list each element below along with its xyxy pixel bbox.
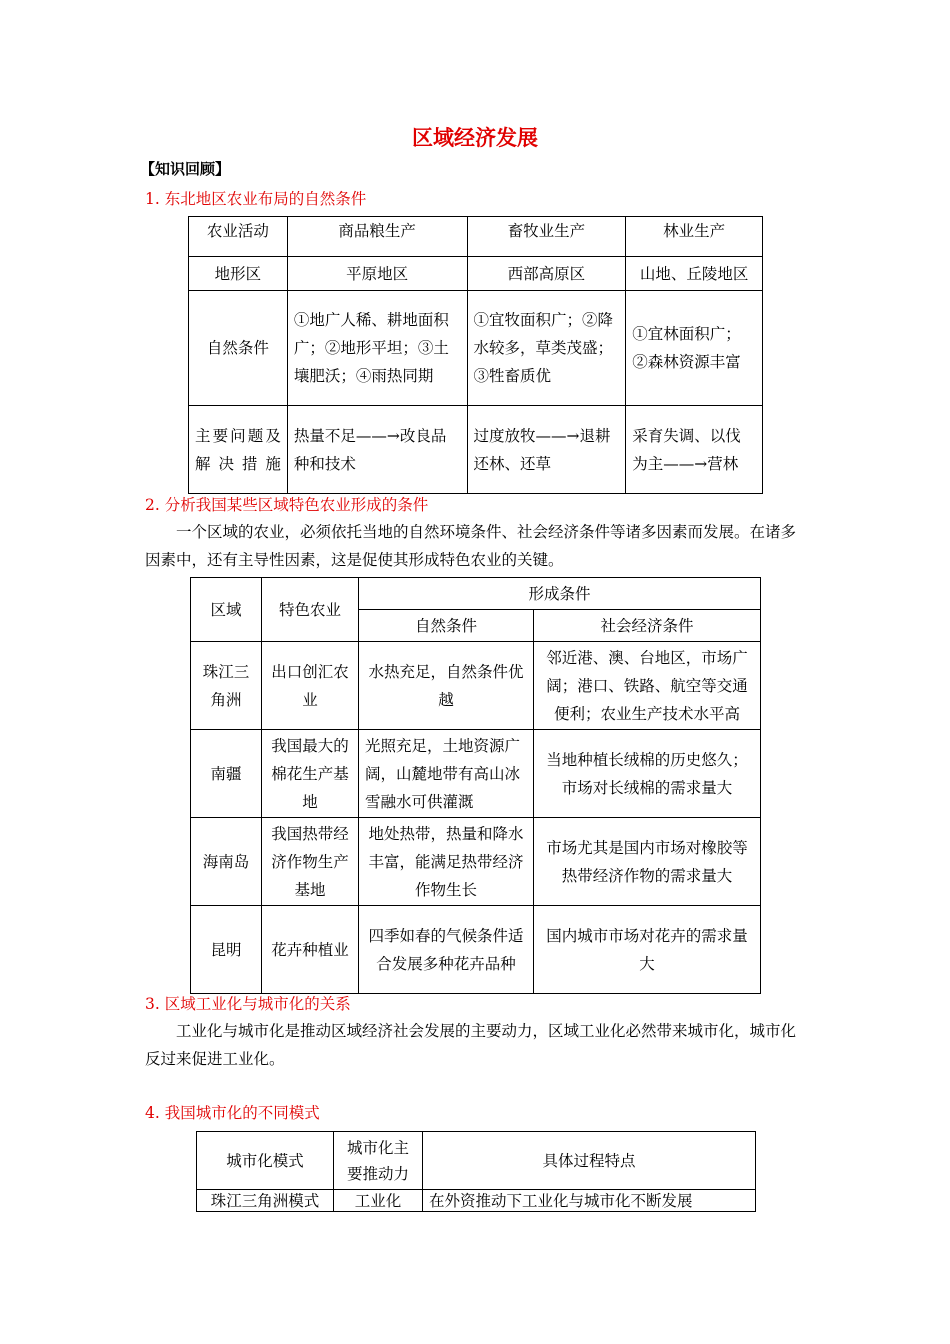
header-cell: 农业活动 [189,217,288,257]
section-2-paragraph: 一个区域的农业，必须依托当地的自然环境条件、社会经济条件等诸多因素而发展。在诸多因素中，还有主导性因素，这是促使其形成特色农业的关键。 [145,523,797,569]
urbanization-mode-table [196,1131,756,1212]
table-cell: 当地种植长绒棉的历史悠久；市场对长绒棉的需求量大 [534,730,761,818]
header-cell: 城市化模式 [197,1132,334,1190]
table-cell: 我国最大的棉花生产基地 [262,730,359,818]
table-cell: 国内城市市场对花卉的需求量大 [534,906,761,994]
section-4-heading: 4. 我国城市化的不同模式 [145,1104,320,1122]
header-cell: 具体过程特点 [423,1132,756,1190]
header-cell: 畜牧业生产 [467,217,626,257]
table-cell: 工业化 [334,1190,423,1212]
table-cell: 珠江三角洲模式 [197,1190,334,1212]
table-cell: 过度放牧——→退耕还林、还草 [467,406,626,494]
table-cell: 市场尤其是国内市场对橡胶等热带经济作物的需求量大 [534,818,761,906]
table-cell: 出口创汇农业 [262,642,359,730]
review-label: 【知识回顾】 [140,160,231,178]
section-1-heading: 1. 东北地区农业布局的自然条件 [145,190,367,208]
table-cell: 邻近港、澳、台地区，市场广阔；港口、铁路、航空等交通便利；农业生产技术水平高 [534,642,761,730]
header-cell: 林业生产 [626,217,763,257]
header-cell: 自然条件 [359,610,534,642]
table-cell: ①宜林面积广；②森林资源丰富 [626,291,763,406]
northeast-agriculture-table [188,216,763,494]
table-cell: 热量不足——→改良品种和技术 [287,406,467,494]
table-cell: 海南岛 [191,818,262,906]
table-cell: 山地、丘陵地区 [626,257,763,291]
table-cell: 自然条件 [189,291,288,406]
table-cell: 采育失调、以伐为主——→营林 [626,406,763,494]
table-cell: ①地广人稀、耕地面积广；②地形平坦；③土壤肥沃；④雨热同期 [287,291,467,406]
section-3-paragraph: 工业化与城市化是推动区域经济社会发展的主要动力，区域工业化必然带来城市化，城市化反过来促进工业化。 [145,1022,797,1068]
section-3-heading: 3. 区域工业化与城市化的关系 [145,995,351,1013]
header-cell: 形成条件 [359,578,761,610]
table-cell: 珠江三角洲 [191,642,262,730]
table-cell: 地形区 [189,257,288,291]
table-cell: 主要问题及解决措施 [189,406,288,494]
table-cell: 光照充足，土地资源广阔，山麓地带有高山冰雪融水可供灌溉 [359,730,534,818]
table-cell: 地处热带，热量和降水丰富，能满足热带经济作物生长 [359,818,534,906]
table-cell: 南疆 [191,730,262,818]
table-cell: 花卉种植业 [262,906,359,994]
section-2-heading: 2. 分析我国某些区域特色农业形成的条件 [145,496,429,514]
table-cell: 水热充足，自然条件优越 [359,642,534,730]
table-cell: 我国热带经济作物生产基地 [262,818,359,906]
header-cell: 城市化主要推动力 [334,1132,423,1190]
header-cell: 商品粮生产 [287,217,467,257]
table-cell: 四季如春的气候条件适合发展多种花卉品种 [359,906,534,994]
specialty-agriculture-table [190,577,761,994]
header-cell: 社会经济条件 [534,610,761,642]
header-cell: 特色农业 [262,578,359,642]
table-cell: 昆明 [191,906,262,994]
table-cell: 在外资推动下工业化与城市化不断发展 [423,1190,756,1212]
table-cell: 西部高原区 [467,257,626,291]
table-cell: ①宜牧面积广；②降水较多，草类茂盛；③牲畜质优 [467,291,626,406]
header-cell: 区域 [191,578,262,642]
page-title: 区域经济发展 [412,126,538,150]
table-cell: 平原地区 [287,257,467,291]
